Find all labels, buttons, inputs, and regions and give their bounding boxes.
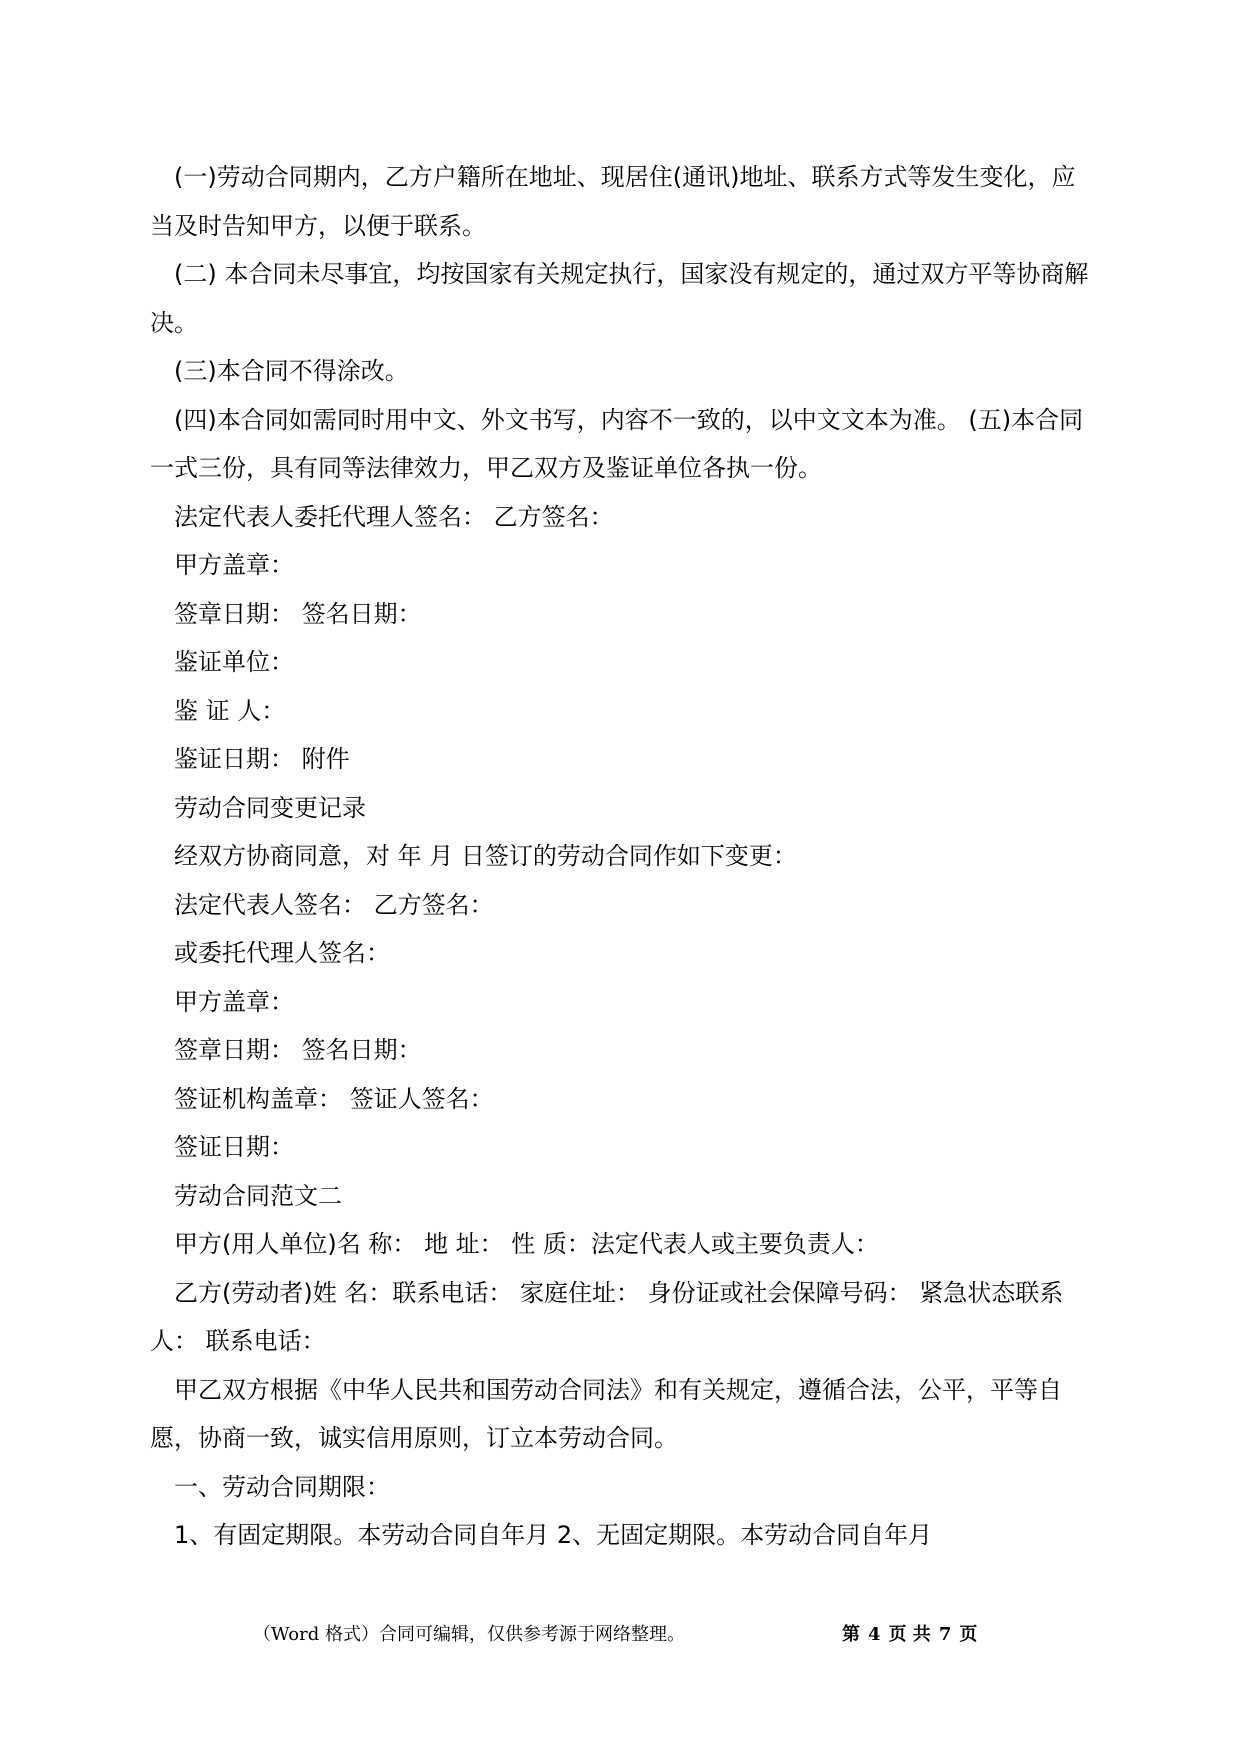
- paragraph: 1、有固定期限。本劳动合同自年月 2、无固定期限。本劳动合同自年月: [174, 1521, 933, 1549]
- date-line: 签章日期： 签名日期：: [174, 599, 422, 628]
- page-label-prefix: 第: [842, 1624, 860, 1645]
- clause-heading: 一、劳动合同期限：: [174, 1472, 390, 1501]
- verifier-line: 鉴 证 人：: [174, 696, 286, 725]
- section-heading: 劳动合同范文二: [174, 1181, 342, 1210]
- page-label-suffix: 页: [959, 1624, 978, 1645]
- date-line: 签证日期：: [174, 1133, 294, 1161]
- paragraph: (二) 本合同未尽事宜，均按国家有关规定执行，国家没有规定的，通过双方平等协商解决。: [150, 260, 1089, 337]
- verification-unit-line: 鉴证单位：: [174, 648, 294, 676]
- section-heading: 劳动合同变更记录: [174, 793, 366, 822]
- page-number: [838, 1620, 981, 1646]
- party-b-info: 乙方(劳动者)姓 名：联系电话： 家庭住址： 身份证或社会保障号码： 紧急状态联系人： 联系电话：: [150, 1278, 1064, 1355]
- total-pages: 7: [938, 1624, 952, 1645]
- paragraph: 甲乙双方根据《中华人民共和国劳动合同法》和有关规定，遵循合法，公平，平等自愿，协商一致，诚实信用原则，订立本劳动合同。: [150, 1375, 1062, 1452]
- paragraph: (四)本合同如需同时用中文、外文书写，内容不一致的，以中文文本为准。 (五)本合同一式三份，具有同等法律效力，甲乙双方及鉴证单位各执一份。: [150, 405, 1084, 482]
- signature-line: 法定代表人委托代理人签名： 乙方签名：: [174, 502, 614, 531]
- paragraph: (三)本合同不得涂改。: [174, 357, 409, 385]
- signature-line: 签证机构盖章： 签证人签名：: [174, 1084, 494, 1113]
- date-line: 签章日期： 签名日期：: [174, 1036, 422, 1064]
- signature-line: 法定代表人签名： 乙方签名：: [174, 890, 494, 919]
- footer-note: （Word 格式）合同可编辑，仅供参考源于网络整理。: [253, 1624, 685, 1645]
- page-label-mid: 页 共: [888, 1624, 931, 1645]
- party-a-info: 甲方(用人单位)名 称： 地 址： 性 质：法定代表人或主要负责人：: [174, 1230, 879, 1258]
- verification-date-line: 鉴证日期： 附件: [174, 745, 350, 773]
- seal-line: 甲方盖章：: [174, 551, 294, 579]
- page-footer: [0, 1620, 1241, 1650]
- paragraph: 经双方协商同意，对 年 月 日签订的劳动合同作如下变更：: [174, 842, 797, 870]
- current-page: 4: [868, 1624, 881, 1645]
- seal-line: 甲方盖章：: [174, 987, 294, 1016]
- document-body: [150, 153, 1092, 1560]
- signature-line: 或委托代理人签名：: [174, 939, 390, 967]
- paragraph: (一)劳动合同期内，乙方户籍所在地址、现居住(通讯)地址、联系方式等发生变化，应当及时告知甲方，以便于联系。: [150, 163, 1076, 240]
